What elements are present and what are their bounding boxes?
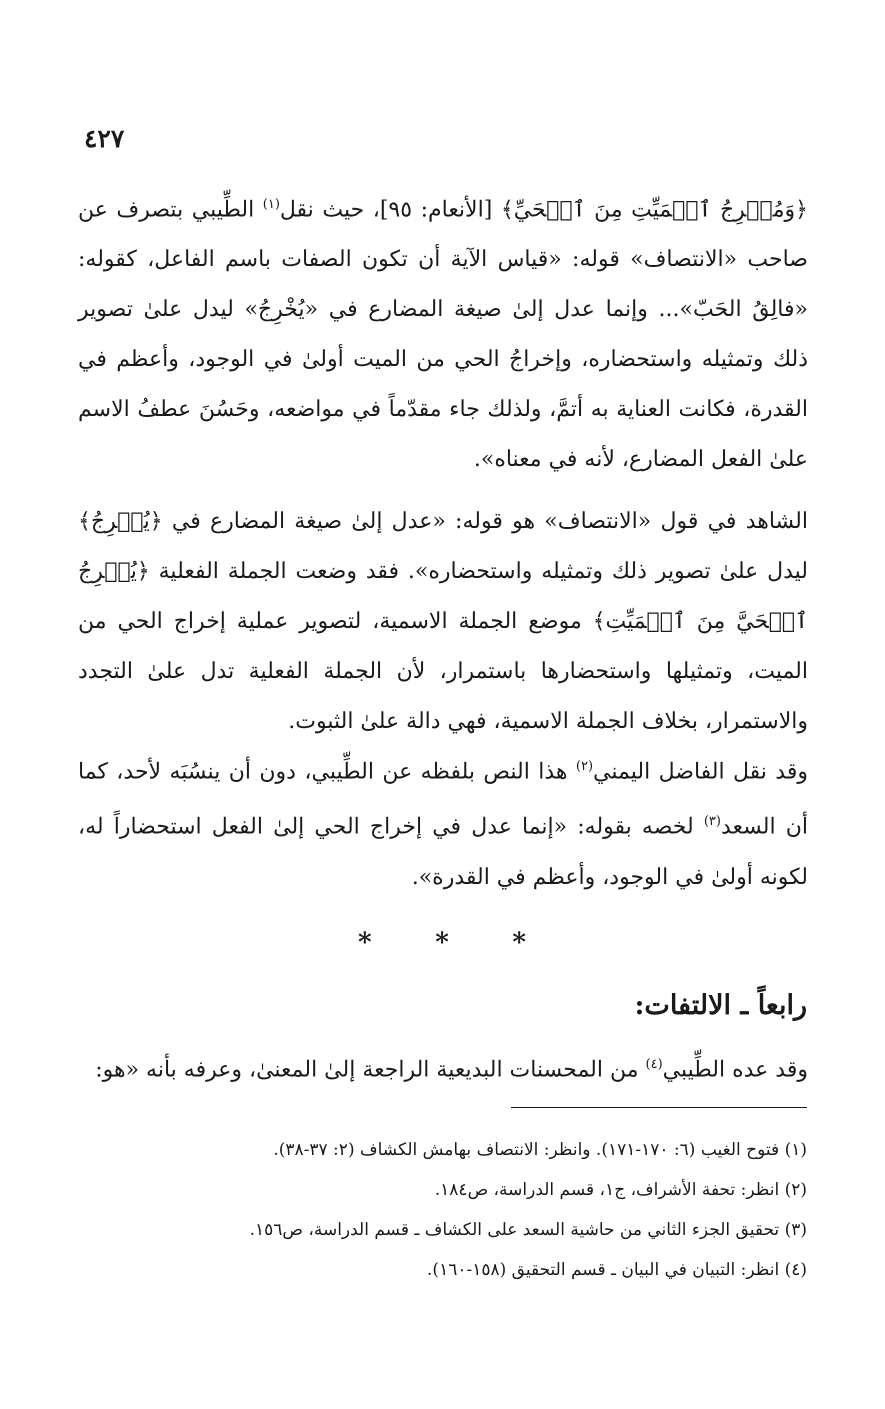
footnote-3: (٣) تحقيق الجزء الثاني من حاشية السعد على الكشاف ـ قسم الدراسة، ص١٥٦.: [249, 1220, 807, 1240]
paragraph-1-part-b: الطِّيبي بتصرف عن صاحب «الانتصاف» قوله: «قياس الآية أن تكون الصفات باسم الفاعل، كقوله: «فالِقُ الحَبّ»... وإنما عدل إلىٰ صيغة المضارع في «يُخْرِجُ» ليدل علىٰ تصوير ذلك وتمثيله واستحضاره، وإخراجُ الحي من الميت أولىٰ في الوجود، وأعظم في القدرة، فكانت العناية به أتمَّ، ولذلك جاء مقدّماً في مواضعه، وحَسُنَ عطفُ الاسم علىٰ الفعل المضارع، لأنه في معناه».: [78, 197, 808, 473]
page-number: ٤٢٧: [84, 124, 125, 153]
footnote-ref-2: (٢): [575, 759, 594, 774]
section-heading: رابعاً ـ الالتفات:: [634, 990, 807, 1021]
footnote-2: (٢) انظر: تحفة الأشراف، ج١، قسم الدراسة، ص١٨٤.: [434, 1180, 807, 1200]
paragraph-3-part-a: وقد نقل الفاضل اليمني: [593, 759, 808, 785]
footnote-4: (٤) انظر: التبيان في البيان ـ قسم التحقيق (١٥٨-١٦٠).: [427, 1260, 807, 1280]
section-separator: [358, 928, 526, 958]
paragraph-2: الشاهد في قول «الانتصاف» هو قوله: «عدل إلىٰ صيغة المضارع في ﴿يُخۡرِجُ﴾ ليدل علىٰ تصوير ذلك وتمثيله واستحضاره». فقد وضعت الجملة الفعلية ﴿يُخۡرِجُ ٱلۡحَيَّ مِنَ ٱلۡمَيِّتِ﴾ موضع الجملة الاسمية، لتصوير عملية إخراج الحي من الميت، وتمثيلها واستحضارها باستمرار، لأن الجملة الفعلية تدل علىٰ التجدد والاستمرار، بخلاف الجملة الاسمية، فهي دالة علىٰ الثبوت.: [78, 509, 808, 734]
paragraph-4: [78, 1040, 808, 1095]
footnotes: [77, 1130, 807, 1290]
paragraph-3-part-b: هذا النص بلفظه عن الطِّيبي، دون أن ينسُبَه لأحد، كما أن السعد: [78, 759, 808, 840]
footnote-ref-3: (٣): [703, 814, 721, 830]
footnote-divider: [511, 1107, 807, 1108]
footnote-1: (١) فتوح الغيب (٦: ١٧٠-١٧١). وانظر: الانتصاف بهامش الكشاف (٢: ٣٧-٣٨).: [273, 1140, 807, 1160]
separator-asterisk: *: [435, 928, 449, 958]
footnote-ref-1: (١): [262, 197, 280, 212]
paragraph-1-part-a: ﴿وَمُخۡرِجُ ٱلۡمَيِّتِ مِنَ ٱلۡحَيِّ﴾ [الأنعام: ٩٥]، حيث نقل: [279, 197, 808, 223]
paragraph-4-part-a: وقد عده الطِّيبي: [662, 1057, 808, 1083]
paragraph-1: [78, 180, 808, 485]
paragraph-4-part-b: من المحسنات البديعية الراجعة إلىٰ المعنىٰ، وعرفه بأنه «هو:: [95, 1057, 646, 1083]
footnote-ref-4: (٤): [645, 1057, 663, 1072]
separator-asterisk: *: [358, 928, 372, 958]
separator-asterisk: *: [512, 928, 526, 958]
paragraph-3: [78, 742, 808, 903]
paragraph-3-part-c: لخصه بقوله: «إنما عدل في إخراج الحي إلىٰ الفعل استحضاراً له، لكونه أولىٰ في الوجود، وأعظم في القدرة».: [78, 814, 808, 890]
